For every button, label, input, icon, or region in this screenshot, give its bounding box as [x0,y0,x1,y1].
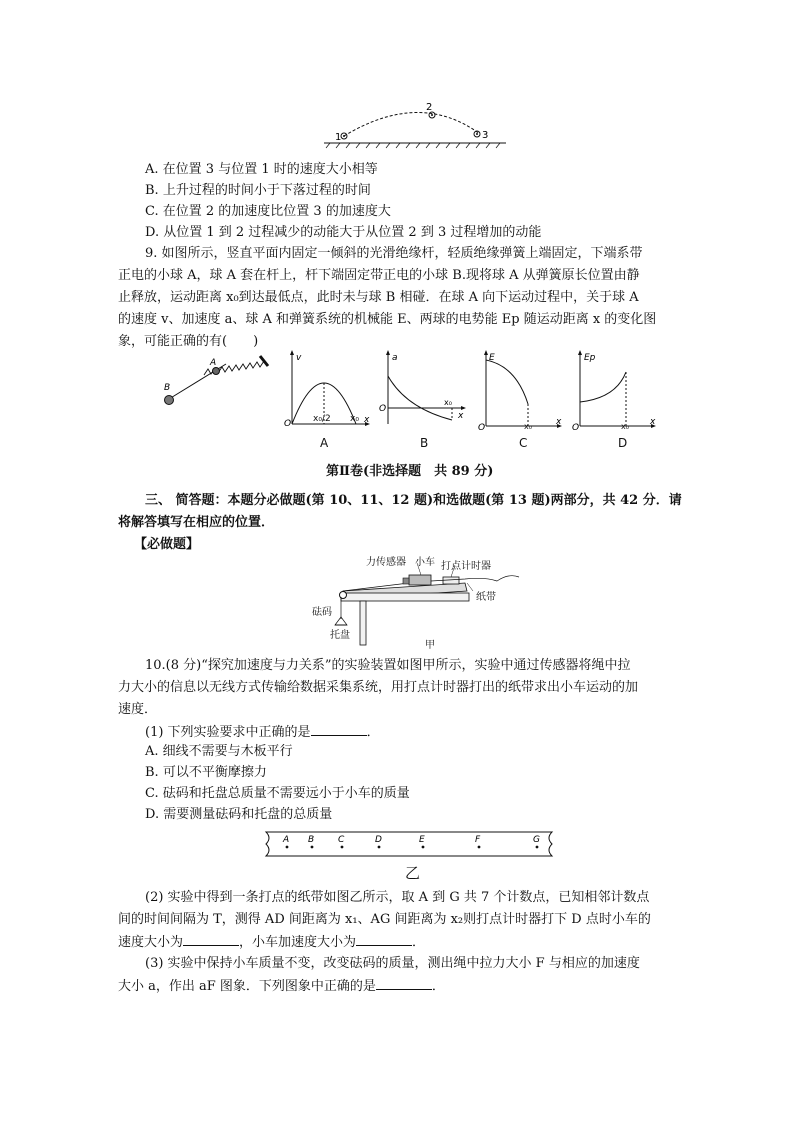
graph-c-yaxis: E [489,353,495,363]
ball-a-label: A [210,358,217,368]
required-label: 【必做题】 [134,537,200,552]
q9-line-5: 象，可能正确的有( ) [118,334,259,349]
graph-d-yaxis: Ep [584,353,596,363]
label-3: 3 [482,130,489,141]
q9-line-1: 9. 如图所示，竖直平面内固定一倾斜的光滑绝缘杆，轻质绝缘弹簧上端固定，下端系带 [145,246,643,261]
ball-a [213,368,220,375]
graph-c-tick-x0: x₀ [524,422,532,431]
paper-tape [262,826,562,862]
fig-jia-cart: 小车 [415,557,435,568]
graph-c-xaxis: x [556,417,562,427]
q9-line-2: 正电的小球 A，球 A 套在杆上，杆下端固定带正电的小球 B.现将球 A 从弹簧原长位置由静 [118,268,640,283]
q10-sub3-line-2 [118,975,445,998]
graph-a-xaxis: x [364,415,370,425]
projectile-figure [320,100,510,150]
fig-jia-tape: 纸带 [476,592,496,603]
fig-jia-caption: 甲 [425,640,435,651]
graph-c-option: C [519,436,528,450]
q9-line-4: 的速度 v、加速度 a、球 A 和弹簧系统的机械能 E、两球的电势能 Ep 随运动距离 x 的变化图 [118,312,657,327]
fig-jia-timer: 打点计时器 [441,561,491,572]
graph-a-option: A [320,436,329,450]
label-2: 2 [426,102,433,113]
tape-point-e: E [419,835,425,845]
q9-line-3: 止释放，运动距离 x₀到达最低点，此时未与球 B 相碰．在球 A 向下运动过程中，关于球 A [118,290,639,305]
rod-spring-figure [160,352,270,412]
graph-a-tick-x0: x₀ [350,414,359,424]
graph-d-option: D [618,436,628,450]
q10-sub3-blank[interactable] [376,975,432,990]
ball-b-label: B [164,383,171,393]
q10-option-c: C. 砝码和托盘总质量不需要远小于小车的质量 [145,786,410,801]
q8-option-d: D. 从位置 1 到 2 过程减少的动能大于从位置 2 到 3 过程增加的动能 [145,225,542,240]
q10-sub2-text-a: 速度大小为 [118,935,184,950]
q10-sub2-blank-acceleration[interactable] [356,931,412,946]
graph-d [570,348,660,432]
q10-option-d: D. 需要测量砝码和托盘的总质量 [145,807,333,822]
graph-a-tick-half: x₀/2 [313,414,331,424]
tape-point-f: F [475,835,481,845]
q10-sub3-text-b: ． [431,979,445,994]
tape-point-b: B [308,835,315,845]
q8-option-a: A. 在位置 3 与位置 1 时的速度大小相等 [145,162,378,177]
ball-b [165,396,174,405]
graph-b-option: B [420,436,429,450]
fig-jia-weights: 砝码 [312,607,332,618]
graph-b-xaxis: x [458,411,464,421]
q10-line-3: 速度． [118,702,158,717]
graph-b-yaxis: a [392,353,398,363]
q10-sub1-end: ． [366,725,380,740]
section-2-title: 第Ⅱ卷(非选择题 共 89 分) [326,464,494,479]
q10-line-1: 10.(8 分)“探究加速度与力关系”的实验装置如图甲所示，实验中通过传感器将绳中拉 [145,658,631,673]
q10-sub3-line-1: (3) 实验中保持小车质量不变，改变砝码的质量，测出绳中拉力大小 F 与相应的加速度 [145,956,640,971]
tape-point-g: G [533,835,540,845]
q8-option-b: B. 上升过程的时间小于下落过程的时间 [145,183,371,198]
q10-option-a: A. 细线不需要与木板平行 [145,744,293,759]
graph-a-yaxis: v [296,353,302,363]
graph-b-tick-x0: x₀ [444,398,452,407]
tape-point-a: A [283,835,290,845]
q10-sub2-blank-velocity[interactable] [183,931,239,946]
label-1: 1 [335,132,342,143]
graph-b [376,348,472,428]
fig-jia-tray: 托盘 [330,630,350,641]
graph-d-tick-x0: x₀ [621,422,629,431]
graph-b-origin: O [379,404,387,414]
q10-sub2-text-c: ． [412,935,426,950]
q10-sub2-line-2: 间的时间间隔为 T，测得 AD 间距离为 x₁、AG 间距离为 x₂则打点计时器打下 D 点时小车的 [118,912,651,927]
graph-d-xaxis: x [650,417,656,427]
fig-jia-sensor: 力传感器 [366,557,406,568]
tape-point-c: C [338,835,345,845]
q10-sub3-text-a: 大小 a，作出 aF 图象．下列图象中正确的是 [118,979,376,994]
q10-option-b: B. 可以不平衡摩擦力 [145,765,267,780]
q10-sub2-line-1: (2) 实验中得到一条打点的纸带如图乙所示，取 A 到 G 共 7 个计数点，已知相邻计数点 [145,890,650,905]
graph-c-origin: O [478,423,486,432]
q10-sub1-text: (1) 下列实验要求中正确的是 [145,725,311,740]
q10-sub2-line-3 [118,931,425,954]
q10-sub2-text-b: ，小车加速度大小为 [239,935,357,950]
graph-a-origin: O [284,419,292,428]
q10-sub1-blank[interactable] [311,721,367,736]
tape-point-d: D [375,835,382,845]
graph-c [476,348,566,432]
q8-option-c: C. 在位置 2 的加速度比位置 3 的加速度大 [145,204,391,219]
tape-caption: 乙 [405,864,421,882]
section-3-line-2: 将解答填写在相应的位置． [118,515,275,530]
section-3-line-1: 三、 简答题：本题分必做题(第 10、11、12 题)和选做题(第 13 题)两部分，共 42 分．请 [145,493,682,508]
q10-line-2: 力大小的信息以无线方式传输给数据采集系统，用打点计时器打出的纸带求出小车运动的加 [118,680,639,695]
graph-d-origin: O [572,423,580,432]
